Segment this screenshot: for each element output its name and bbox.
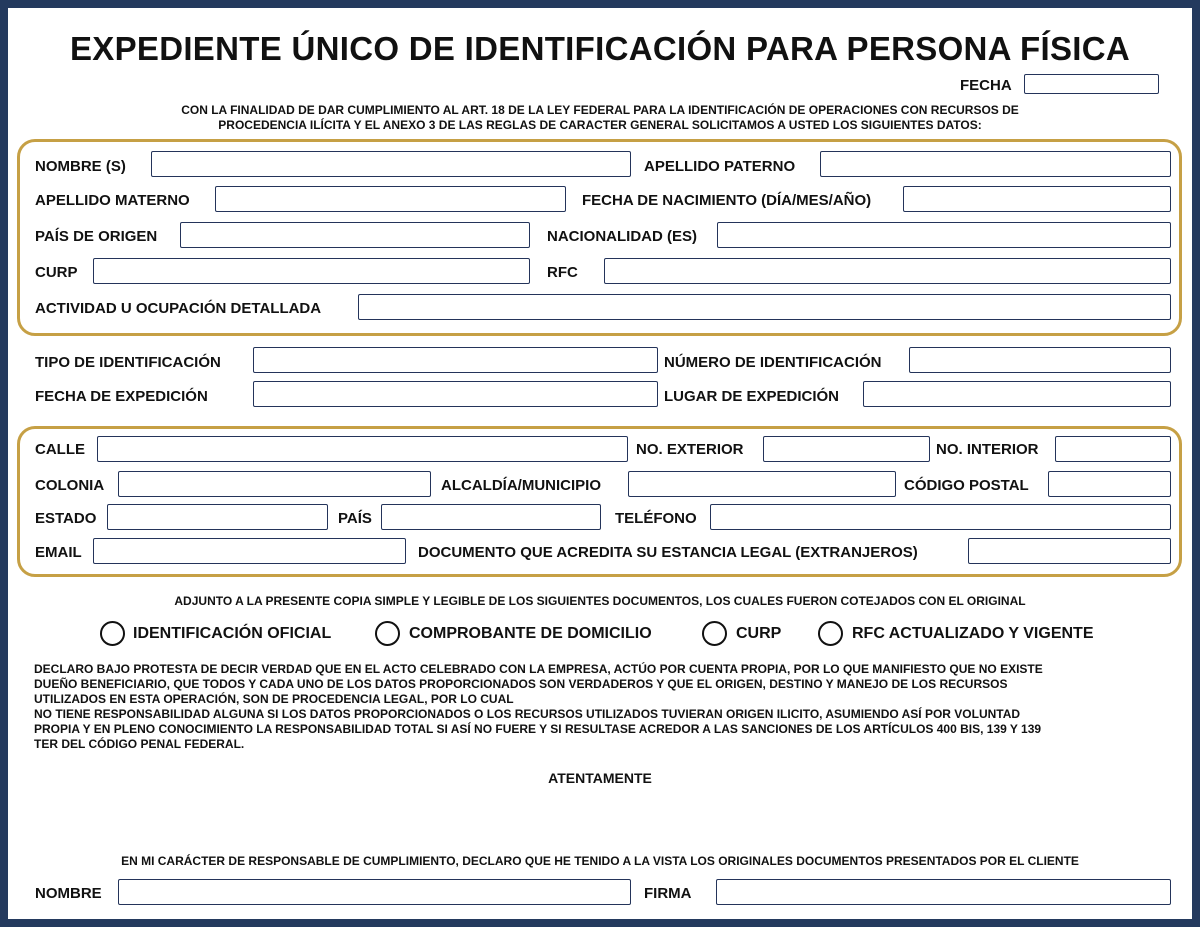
no-interior-field[interactable]	[1055, 436, 1171, 462]
documento-estancia-field[interactable]	[968, 538, 1171, 564]
pais-label: PAÍS	[338, 510, 372, 527]
numero-identificacion-field[interactable]	[909, 347, 1171, 373]
identificacion-oficial-label: IDENTIFICACIÓN OFICIAL	[133, 625, 332, 642]
firma-field[interactable]	[716, 879, 1171, 905]
calle-label: CALLE	[35, 441, 85, 458]
telefono-field[interactable]	[710, 504, 1171, 530]
curp-field[interactable]	[93, 258, 530, 284]
alcaldia-label: ALCALDÍA/MUNICIPIO	[441, 477, 601, 494]
pais-origen-field[interactable]	[180, 222, 530, 248]
tipo-identificacion-field[interactable]	[253, 347, 658, 373]
rfc-field[interactable]	[604, 258, 1171, 284]
email-label: EMAIL	[35, 544, 82, 561]
apellido-materno-field[interactable]	[215, 186, 566, 212]
declaration-text: DECLARO BAJO PROTESTA DE DECIR VERDAD QUE EN EL ACTO CELEBRADO CON LA EMPRESA, ACTÚO POR CUENTA PROPIA, POR LO QUE MANIFIESTO QUE NO EXISTE DUEÑO BENEFICIARIO, QUE TODOS Y CADA UNO DE LOS DATOS PROPORCIONADOS SON VERDADEROS Y QUE EL ORIGEN, DESTINO Y MANEJO DE LOS RECURSOS UTILIZADOS EN ESTA OPERACIÓN, SON DE PROCEDENCIA LEGAL, POR LO CUAL NO TIENE RESPONSABILIDAD ALGUNA SI LOS DATOS PROPORCIONADOS O LOS RECURSOS UTILIZADOS TUVIERAN ORIGEN ILICITO, ASUMIENDO ASÍ POR VOLUNTAD PROPIA Y EN PLENO CONOCIMIENTO LA RESPONSABILIDAD TOTAL SI ASÍ NO FUERE Y SI RESULTASE ACREDOR A LAS SANCIONES DE LOS ARTÍCULOS 400 BIS, 139 Y 139 TER DEL CÓDIGO PENAL FEDERAL.	[34, 662, 1043, 751]
estado-field[interactable]	[107, 504, 328, 530]
codigo-postal-label: CÓDIGO POSTAL	[904, 477, 1029, 494]
rfc-label: RFC	[547, 264, 578, 281]
fecha-nacimiento-field[interactable]	[903, 186, 1171, 212]
fecha-field[interactable]	[1024, 74, 1159, 94]
numero-identificacion-label: NÚMERO DE IDENTIFICACIÓN	[664, 354, 882, 371]
curp-label: CURP	[35, 264, 78, 281]
apellido-paterno-label: APELLIDO PATERNO	[644, 158, 796, 175]
comprobante-domicilio-label: COMPROBANTE DE DOMICILIO	[409, 625, 652, 642]
tipo-identificacion-label: TIPO DE IDENTIFICACIÓN	[35, 354, 221, 371]
lugar-expedicion-label: LUGAR DE EXPEDICIÓN	[664, 388, 840, 405]
apellido-materno-label: APELLIDO MATERNO	[35, 192, 190, 209]
fecha-nacimiento-label: FECHA DE NACIMIENTO (DÍA/MES/AÑO)	[582, 192, 872, 209]
colonia-field[interactable]	[118, 471, 431, 497]
actividad-label: ACTIVIDAD U OCUPACIÓN DETALLADA	[35, 300, 322, 317]
fecha-label: FECHA	[960, 77, 1012, 94]
codigo-postal-field[interactable]	[1048, 471, 1171, 497]
nacionalidad-field[interactable]	[717, 222, 1171, 248]
no-exterior-field[interactable]	[763, 436, 930, 462]
no-interior-label: NO. INTERIOR	[936, 441, 1039, 458]
intro-text: CON LA FINALIDAD DE DAR CUMPLIMIENTO AL ART. 18 DE LA LEY FEDERAL PARA LA IDENTIFICACIÓN DE OPERACIONES CON RECURSOS DE PROCEDENCIA ILÍCITA Y EL ANEXO 3 DE LAS REGLAS DE CARACTER GENERAL SOLICITAMOS A USTED LOS SIGUIENTES DATOS:	[181, 103, 1019, 132]
fecha-expedicion-label: FECHA DE EXPEDICIÓN	[35, 388, 208, 405]
firma-nombre-label: NOMBRE	[35, 885, 102, 902]
responsable-text: EN MI CARÁCTER DE RESPONSABLE DE CUMPLIMIENTO, DECLARO QUE HE TENIDO A LA VISTA LOS ORIGINALES DOCUMENTOS PRESENTADOS POR EL CLIENTE	[121, 854, 1079, 868]
adjunto-text: ADJUNTO A LA PRESENTE COPIA SIMPLE Y LEGIBLE DE LOS SIGUIENTES DOCUMENTOS, LOS CUALES FUERON COTEJADOS CON EL ORIGINAL	[174, 594, 1026, 608]
apellido-paterno-field[interactable]	[820, 151, 1171, 177]
fecha-expedicion-field[interactable]	[253, 381, 658, 407]
email-field[interactable]	[93, 538, 406, 564]
nombre-label: NOMBRE (S)	[35, 158, 126, 175]
colonia-label: COLONIA	[35, 477, 105, 494]
form-page	[8, 8, 1192, 919]
identificacion-oficial-radio[interactable]	[100, 621, 125, 646]
curp-doc-label: CURP	[736, 625, 782, 642]
nacionalidad-label: NACIONALIDAD (ES)	[547, 228, 697, 245]
pais-field[interactable]	[381, 504, 601, 530]
estado-label: ESTADO	[35, 510, 97, 527]
calle-field[interactable]	[97, 436, 628, 462]
rfc-doc-label: RFC ACTUALIZADO Y VIGENTE	[852, 625, 1094, 642]
rfc-radio[interactable]	[818, 621, 843, 646]
comprobante-domicilio-radio[interactable]	[375, 621, 400, 646]
documento-estancia-label: DOCUMENTO QUE ACREDITA SU ESTANCIA LEGAL (EXTRANJEROS)	[418, 544, 918, 561]
curp-radio[interactable]	[702, 621, 727, 646]
telefono-label: TELÉFONO	[615, 510, 697, 527]
alcaldia-field[interactable]	[628, 471, 896, 497]
form-title: EXPEDIENTE ÚNICO DE IDENTIFICACIÓN PARA PERSONA FÍSICA	[69, 30, 1131, 67]
pais-origen-label: PAÍS DE ORIGEN	[35, 228, 158, 245]
atentamente-text: ATENTAMENTE	[548, 770, 652, 786]
actividad-field[interactable]	[358, 294, 1171, 320]
nombre-field[interactable]	[151, 151, 631, 177]
no-exterior-label: NO. EXTERIOR	[636, 441, 744, 458]
firma-label: FIRMA	[644, 885, 692, 902]
firma-nombre-field[interactable]	[118, 879, 631, 905]
lugar-expedicion-field[interactable]	[863, 381, 1171, 407]
